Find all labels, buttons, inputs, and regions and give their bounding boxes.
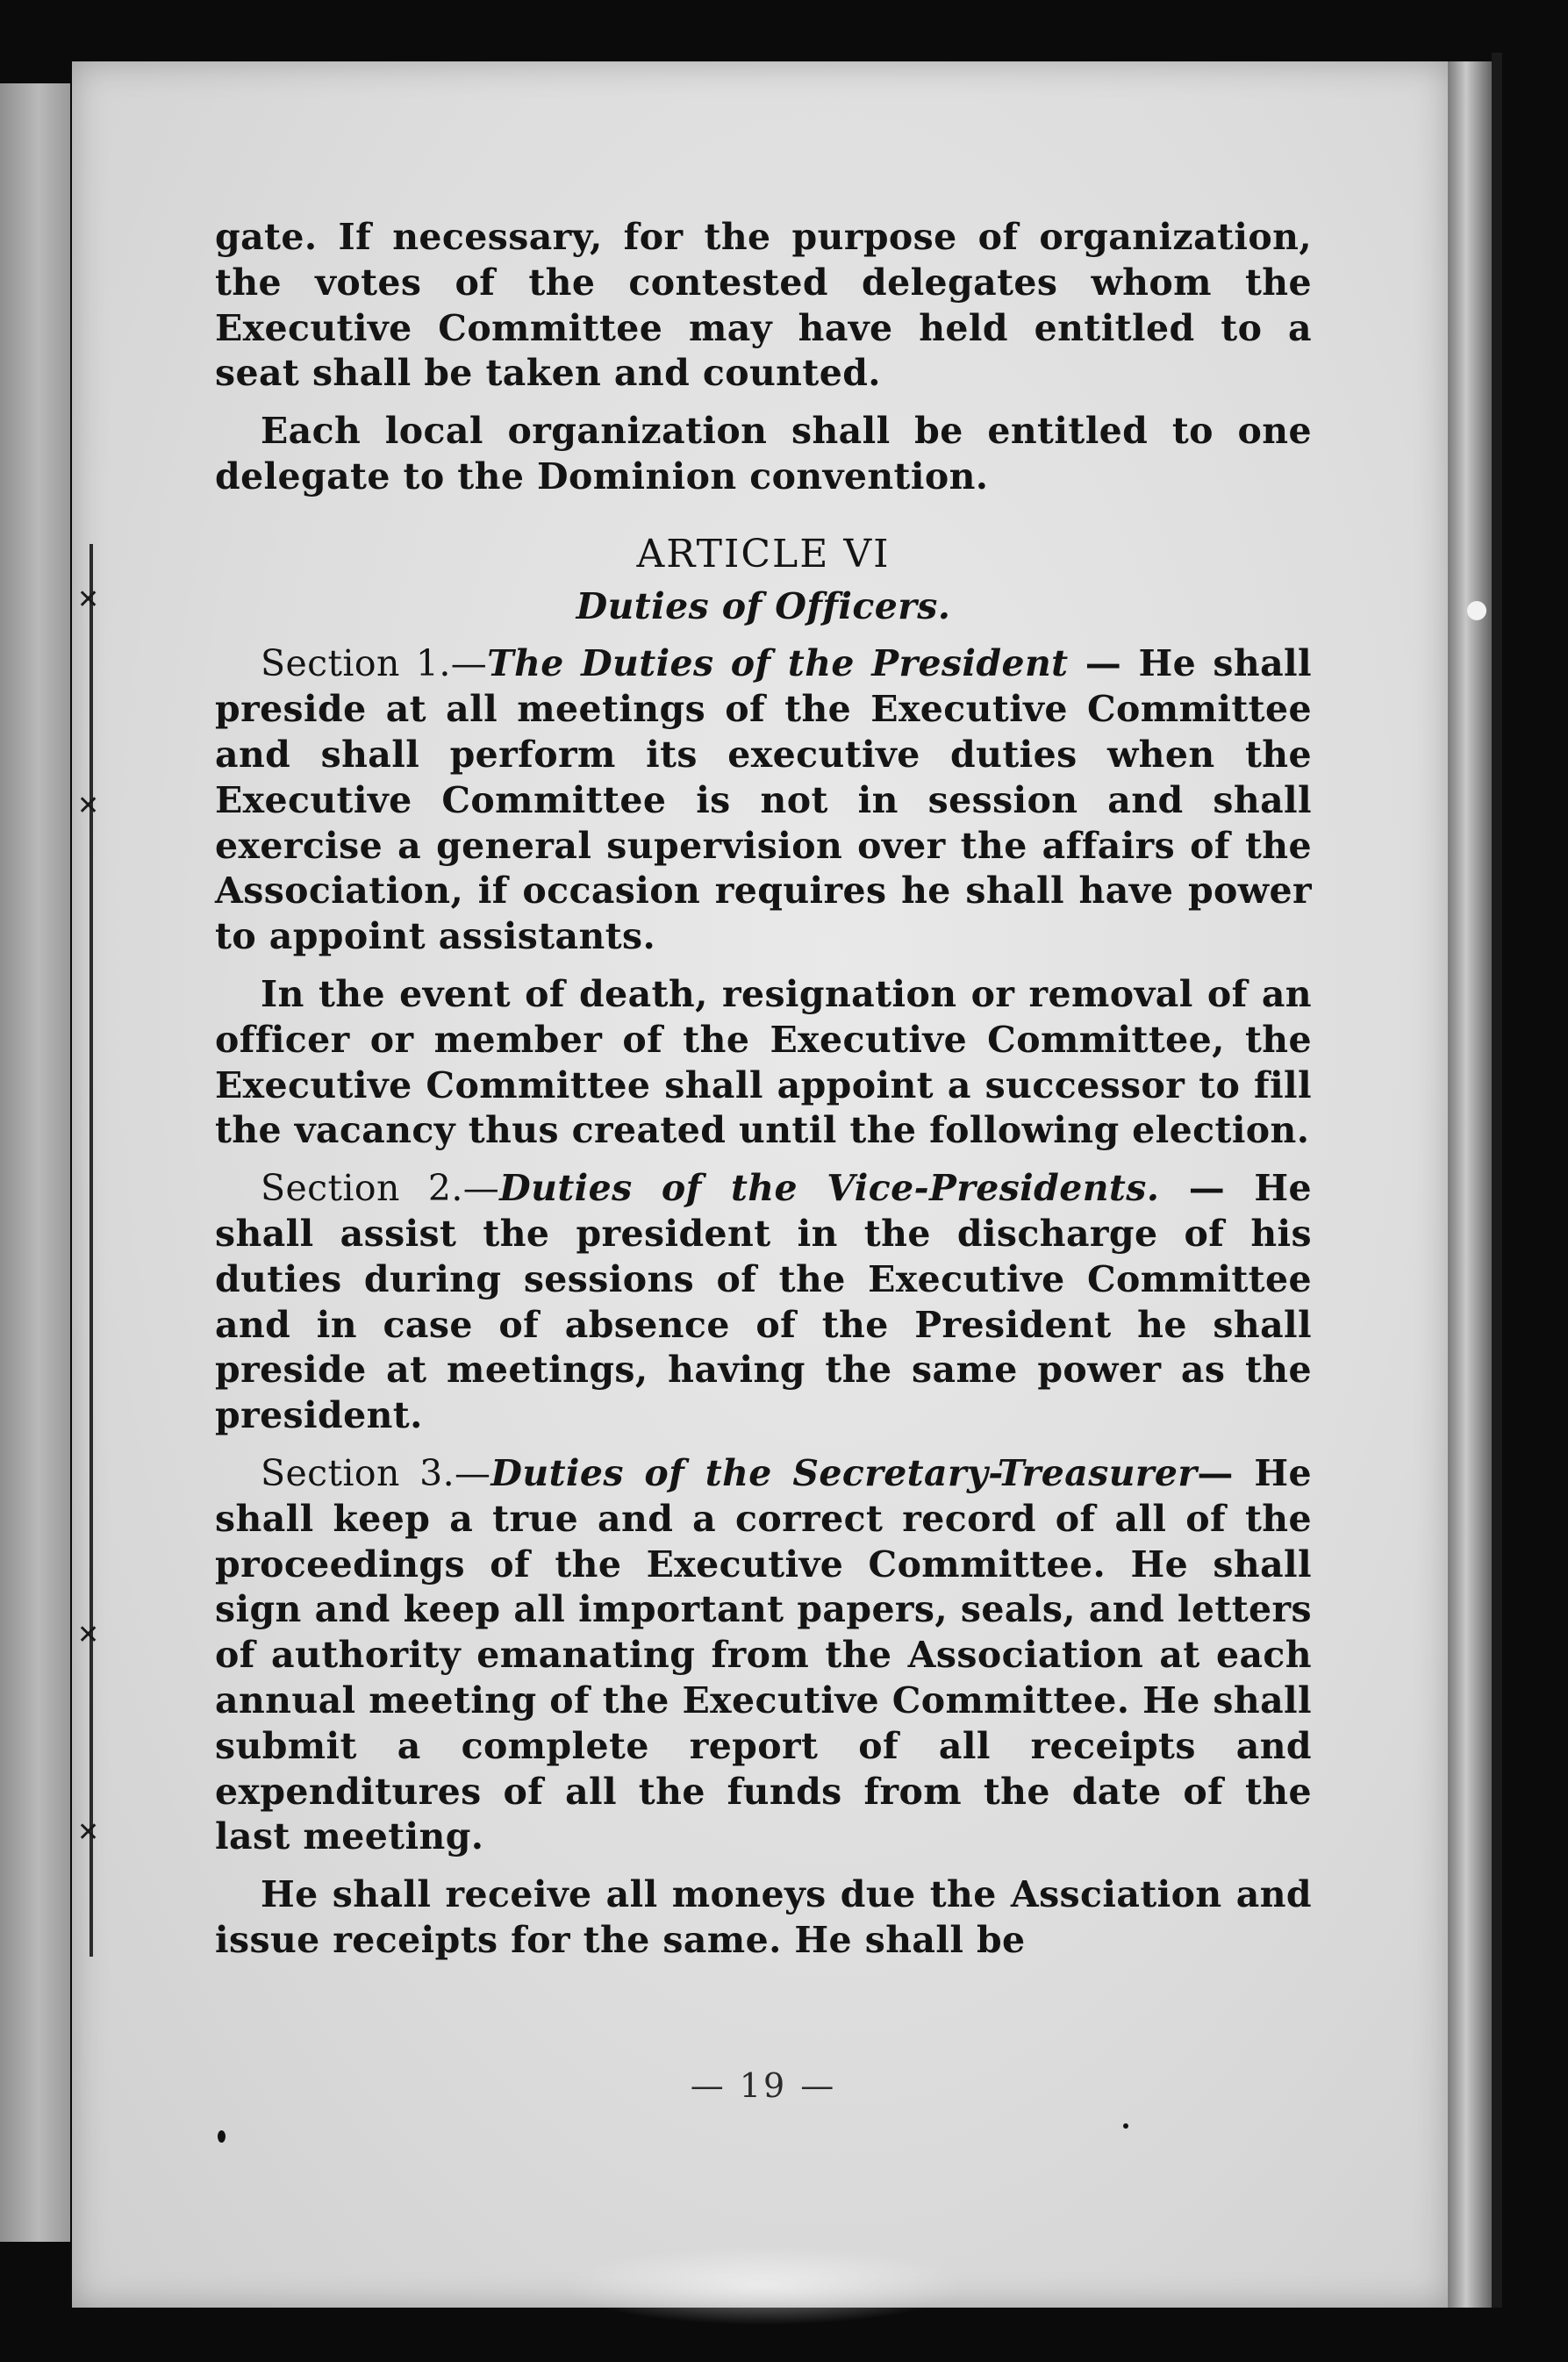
- article-subheading: Duties of Officers.: [576, 584, 951, 627]
- binding-stitch-mark: ✕: [77, 791, 100, 821]
- section-3-followup: He shall receive all moneys due the Assciation and issue receipts for the same. He shall be: [215, 1873, 1312, 1961]
- left-page-edge: [0, 83, 70, 2242]
- paragraph-local-delegate: Each local organization shall be entitled to one delegate to the Dominion convention.: [215, 410, 1312, 497]
- article-heading: ARTICLE VI: [636, 531, 891, 576]
- right-page-edge: [1448, 61, 1493, 2308]
- section-2-paragraph: [215, 1166, 1312, 1439]
- dust-speck: [1123, 2123, 1128, 2129]
- page-number: — 19 —: [690, 2066, 837, 2105]
- section-1-body: — He shall preside at all meetings of the Executive Committee and shall perform its executive duties when the Executive Committee is not in session and shall exercise a general supervision over the affairs of the Association, if occasion requires he shall have power to appoint assistants.: [215, 642, 1313, 958]
- section-3-body: — He shall keep a true and a correct record of all of the proceedings of the Executive Committee. He shall sign and keep all important papers, seals, and letters of authority emanating from the Association at each annual meeting of the Executive Committee. He shall submit a complete report of all receipts and expenditures of all the funds from the date of the last meeting.: [215, 1451, 1312, 1858]
- binding-stitch-mark: ✕: [77, 1620, 100, 1650]
- right-edge-shadow: [1492, 53, 1502, 2308]
- section-3-number: Section 3.—: [261, 1451, 491, 1494]
- paragraph-contested-delegates: gate. If necessary, for the purpose of organization, the votes of the contested delegates whom the Executive Committee may have held entitled to a seat shall be taken and counted.: [215, 216, 1312, 395]
- section-1-paragraph: [215, 641, 1312, 960]
- binding-thread: [89, 544, 93, 1957]
- light-blur: [562, 2246, 965, 2325]
- dust-speck: [218, 2130, 226, 2143]
- section-2-title: Duties of the Vice-Presidents.: [499, 1167, 1160, 1210]
- dust-speck: [1467, 601, 1486, 620]
- section-3-paragraph: [215, 1451, 1312, 1860]
- page-text: [215, 215, 1312, 1964]
- section-2-body: — He shall assist the president in the discharge of his duties during sessions of the Executive Committee and in case of absence of the President he shall preside at meetings, having the same power as the president.: [215, 1167, 1313, 1437]
- section-3-title: Duties of the Secretary-Treasurer: [490, 1451, 1198, 1494]
- section-2-number: Section 2.—: [261, 1167, 500, 1210]
- binding-stitch-mark: ✕: [77, 584, 100, 615]
- binding-stitch-mark: ✕: [77, 1817, 100, 1848]
- section-1-followup: In the event of death, resignation or removal of an officer or member of the Executive Committee, the Executive Committee shall appoint a successor to fill the vacancy thus created until the following election.: [215, 972, 1312, 1152]
- section-1-number: Section 1.—: [261, 642, 488, 685]
- section-1-title: The Duties of the President: [487, 642, 1069, 685]
